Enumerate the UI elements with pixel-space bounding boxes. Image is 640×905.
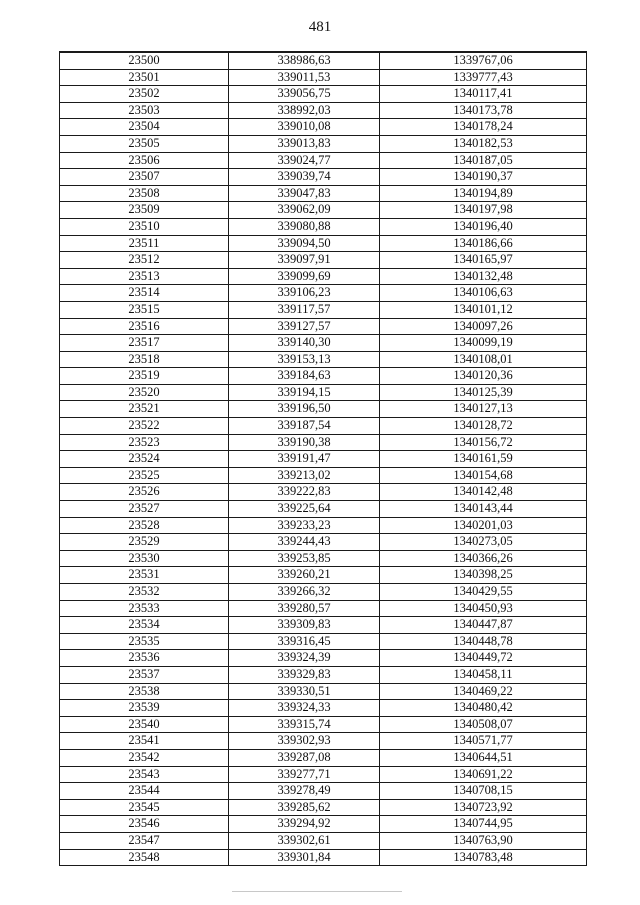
- point-number-cell: 23503: [60, 102, 229, 119]
- point-number-cell: 23517: [60, 335, 229, 352]
- point-number-cell: 23537: [60, 666, 229, 683]
- table-row: [60, 252, 587, 269]
- point-number-cell: 23527: [60, 501, 229, 518]
- x-coordinate-cell: 339190,38: [229, 434, 380, 451]
- point-number-cell: 23535: [60, 633, 229, 650]
- x-coordinate-cell: 339266,32: [229, 584, 380, 601]
- table-row: [60, 202, 587, 219]
- point-number-cell: 23531: [60, 567, 229, 584]
- table-row: [60, 766, 587, 783]
- y-coordinate-cell: 1340744,95: [380, 816, 587, 833]
- y-coordinate-cell: 1340708,15: [380, 783, 587, 800]
- point-number-cell: 23545: [60, 799, 229, 816]
- x-coordinate-cell: 339106,23: [229, 285, 380, 302]
- x-coordinate-cell: 339253,85: [229, 550, 380, 567]
- point-number-cell: 23540: [60, 716, 229, 733]
- table-row: [60, 567, 587, 584]
- table-row: [60, 451, 587, 468]
- table-row: [60, 484, 587, 501]
- point-number-cell: 23544: [60, 783, 229, 800]
- table-row: [60, 235, 587, 252]
- point-number-cell: 23505: [60, 135, 229, 152]
- y-coordinate-cell: 1340097,26: [380, 318, 587, 335]
- table-row: [60, 169, 587, 186]
- y-coordinate-cell: 1340178,24: [380, 119, 587, 136]
- x-coordinate-cell: 338986,63: [229, 52, 380, 69]
- y-coordinate-cell: 1339767,06: [380, 52, 587, 69]
- y-coordinate-cell: 1340190,37: [380, 169, 587, 186]
- table-row: [60, 368, 587, 385]
- x-coordinate-cell: 339080,88: [229, 218, 380, 235]
- table-row: [60, 600, 587, 617]
- y-coordinate-cell: 1340763,90: [380, 832, 587, 849]
- y-coordinate-cell: 1340723,92: [380, 799, 587, 816]
- x-coordinate-cell: 339056,75: [229, 86, 380, 103]
- point-number-cell: 23519: [60, 368, 229, 385]
- point-number-cell: 23526: [60, 484, 229, 501]
- x-coordinate-cell: 339153,13: [229, 351, 380, 368]
- y-coordinate-cell: 1340571,77: [380, 733, 587, 750]
- point-number-cell: 23529: [60, 534, 229, 551]
- y-coordinate-cell: 1340120,36: [380, 368, 587, 385]
- table-row: [60, 633, 587, 650]
- x-coordinate-cell: 339324,33: [229, 700, 380, 717]
- point-number-cell: 23548: [60, 849, 229, 866]
- y-coordinate-cell: 1340448,78: [380, 633, 587, 650]
- point-number-cell: 23522: [60, 418, 229, 435]
- point-number-cell: 23533: [60, 600, 229, 617]
- x-coordinate-cell: 339301,84: [229, 849, 380, 866]
- point-number-cell: 23543: [60, 766, 229, 783]
- y-coordinate-cell: 1340429,55: [380, 584, 587, 601]
- x-coordinate-cell: 339094,50: [229, 235, 380, 252]
- table-row: [60, 318, 587, 335]
- x-coordinate-cell: 339097,91: [229, 252, 380, 269]
- x-coordinate-cell: 339244,43: [229, 534, 380, 551]
- y-coordinate-cell: 1339777,43: [380, 69, 587, 86]
- y-coordinate-cell: 1340106,63: [380, 285, 587, 302]
- y-coordinate-cell: 1340449,72: [380, 650, 587, 667]
- point-number-cell: 23502: [60, 86, 229, 103]
- y-coordinate-cell: 1340458,11: [380, 666, 587, 683]
- table-row: [60, 52, 587, 69]
- coordinates-table-container: [59, 51, 587, 866]
- table-row: [60, 69, 587, 86]
- point-number-cell: 23509: [60, 202, 229, 219]
- point-number-cell: 23521: [60, 401, 229, 418]
- x-coordinate-cell: 339099,69: [229, 268, 380, 285]
- scan-artifact-line: [232, 891, 402, 892]
- y-coordinate-cell: 1340691,22: [380, 766, 587, 783]
- x-coordinate-cell: 339062,09: [229, 202, 380, 219]
- point-number-cell: 23513: [60, 268, 229, 285]
- table-row: [60, 517, 587, 534]
- y-coordinate-cell: 1340125,39: [380, 384, 587, 401]
- y-coordinate-cell: 1340154,68: [380, 467, 587, 484]
- x-coordinate-cell: 339047,83: [229, 185, 380, 202]
- table-row: [60, 401, 587, 418]
- x-coordinate-cell: 339010,08: [229, 119, 380, 136]
- x-coordinate-cell: 339285,62: [229, 799, 380, 816]
- x-coordinate-cell: 339277,71: [229, 766, 380, 783]
- table-row: [60, 584, 587, 601]
- point-number-cell: 23541: [60, 733, 229, 750]
- x-coordinate-cell: 338992,03: [229, 102, 380, 119]
- point-number-cell: 23514: [60, 285, 229, 302]
- table-row: [60, 467, 587, 484]
- y-coordinate-cell: 1340187,05: [380, 152, 587, 169]
- table-row: [60, 152, 587, 169]
- point-number-cell: 23547: [60, 832, 229, 849]
- x-coordinate-cell: 339233,23: [229, 517, 380, 534]
- y-coordinate-cell: 1340132,48: [380, 268, 587, 285]
- table-row: [60, 534, 587, 551]
- point-number-cell: 23538: [60, 683, 229, 700]
- table-row: [60, 102, 587, 119]
- y-coordinate-cell: 1340182,53: [380, 135, 587, 152]
- y-coordinate-cell: 1340165,97: [380, 252, 587, 269]
- x-coordinate-cell: 339294,92: [229, 816, 380, 833]
- table-row: [60, 501, 587, 518]
- point-number-cell: 23504: [60, 119, 229, 136]
- y-coordinate-cell: 1340196,40: [380, 218, 587, 235]
- table-row: [60, 650, 587, 667]
- x-coordinate-cell: 339127,57: [229, 318, 380, 335]
- y-coordinate-cell: 1340186,66: [380, 235, 587, 252]
- table-row: [60, 733, 587, 750]
- point-number-cell: 23515: [60, 301, 229, 318]
- y-coordinate-cell: 1340099,19: [380, 335, 587, 352]
- x-coordinate-cell: 339013,83: [229, 135, 380, 152]
- point-number-cell: 23508: [60, 185, 229, 202]
- y-coordinate-cell: 1340508,07: [380, 716, 587, 733]
- table-row: [60, 185, 587, 202]
- point-number-cell: 23524: [60, 451, 229, 468]
- point-number-cell: 23507: [60, 169, 229, 186]
- x-coordinate-cell: 339222,83: [229, 484, 380, 501]
- table-row: [60, 86, 587, 103]
- y-coordinate-cell: 1340128,72: [380, 418, 587, 435]
- table-row: [60, 119, 587, 136]
- table-row: [60, 617, 587, 634]
- table-row: [60, 849, 587, 866]
- y-coordinate-cell: 1340127,13: [380, 401, 587, 418]
- point-number-cell: 23539: [60, 700, 229, 717]
- point-number-cell: 23516: [60, 318, 229, 335]
- table-row: [60, 335, 587, 352]
- y-coordinate-cell: 1340201,03: [380, 517, 587, 534]
- point-number-cell: 23506: [60, 152, 229, 169]
- x-coordinate-cell: 339117,57: [229, 301, 380, 318]
- table-row: [60, 301, 587, 318]
- table-row: [60, 749, 587, 766]
- table-row: [60, 418, 587, 435]
- x-coordinate-cell: 339225,64: [229, 501, 380, 518]
- point-number-cell: 23542: [60, 749, 229, 766]
- y-coordinate-cell: 1340480,42: [380, 700, 587, 717]
- y-coordinate-cell: 1340447,87: [380, 617, 587, 634]
- y-coordinate-cell: 1340156,72: [380, 434, 587, 451]
- point-number-cell: 23500: [60, 52, 229, 69]
- table-row: [60, 384, 587, 401]
- table-row: [60, 799, 587, 816]
- y-coordinate-cell: 1340173,78: [380, 102, 587, 119]
- page-number: 481: [308, 19, 332, 35]
- point-number-cell: 23546: [60, 816, 229, 833]
- x-coordinate-cell: 339302,93: [229, 733, 380, 750]
- coordinates-table-body: [60, 52, 587, 866]
- point-number-cell: 23534: [60, 617, 229, 634]
- y-coordinate-cell: 1340101,12: [380, 301, 587, 318]
- point-number-cell: 23532: [60, 584, 229, 601]
- point-number-cell: 23528: [60, 517, 229, 534]
- x-coordinate-cell: 339330,51: [229, 683, 380, 700]
- table-row: [60, 135, 587, 152]
- table-row: [60, 351, 587, 368]
- y-coordinate-cell: 1340398,25: [380, 567, 587, 584]
- y-coordinate-cell: 1340142,48: [380, 484, 587, 501]
- x-coordinate-cell: 339329,83: [229, 666, 380, 683]
- table-row: [60, 434, 587, 451]
- y-coordinate-cell: 1340197,98: [380, 202, 587, 219]
- point-number-cell: 23530: [60, 550, 229, 567]
- table-row: [60, 268, 587, 285]
- table-row: [60, 666, 587, 683]
- y-coordinate-cell: 1340783,48: [380, 849, 587, 866]
- y-coordinate-cell: 1340273,05: [380, 534, 587, 551]
- x-coordinate-cell: 339287,08: [229, 749, 380, 766]
- x-coordinate-cell: 339316,45: [229, 633, 380, 650]
- table-row: [60, 783, 587, 800]
- table-row: [60, 550, 587, 567]
- x-coordinate-cell: 339324,39: [229, 650, 380, 667]
- x-coordinate-cell: 339011,53: [229, 69, 380, 86]
- x-coordinate-cell: 339184,63: [229, 368, 380, 385]
- table-row: [60, 716, 587, 733]
- table-row: [60, 816, 587, 833]
- point-number-cell: 23536: [60, 650, 229, 667]
- x-coordinate-cell: 339140,30: [229, 335, 380, 352]
- x-coordinate-cell: 339260,21: [229, 567, 380, 584]
- point-number-cell: 23518: [60, 351, 229, 368]
- point-number-cell: 23510: [60, 218, 229, 235]
- y-coordinate-cell: 1340117,41: [380, 86, 587, 103]
- point-number-cell: 23501: [60, 69, 229, 86]
- table-row: [60, 683, 587, 700]
- x-coordinate-cell: 339191,47: [229, 451, 380, 468]
- table-row: [60, 700, 587, 717]
- x-coordinate-cell: 339024,77: [229, 152, 380, 169]
- y-coordinate-cell: 1340108,01: [380, 351, 587, 368]
- x-coordinate-cell: 339280,57: [229, 600, 380, 617]
- y-coordinate-cell: 1340161,59: [380, 451, 587, 468]
- y-coordinate-cell: 1340143,44: [380, 501, 587, 518]
- y-coordinate-cell: 1340469,22: [380, 683, 587, 700]
- x-coordinate-cell: 339187,54: [229, 418, 380, 435]
- point-number-cell: 23523: [60, 434, 229, 451]
- x-coordinate-cell: 339315,74: [229, 716, 380, 733]
- point-number-cell: 23512: [60, 252, 229, 269]
- table-row: [60, 832, 587, 849]
- table-row: [60, 285, 587, 302]
- x-coordinate-cell: 339194,15: [229, 384, 380, 401]
- x-coordinate-cell: 339213,02: [229, 467, 380, 484]
- y-coordinate-cell: 1340450,93: [380, 600, 587, 617]
- coordinates-table: [59, 51, 587, 866]
- y-coordinate-cell: 1340644,51: [380, 749, 587, 766]
- point-number-cell: 23520: [60, 384, 229, 401]
- x-coordinate-cell: 339278,49: [229, 783, 380, 800]
- y-coordinate-cell: 1340194,89: [380, 185, 587, 202]
- x-coordinate-cell: 339302,61: [229, 832, 380, 849]
- x-coordinate-cell: 339039,74: [229, 169, 380, 186]
- point-number-cell: 23511: [60, 235, 229, 252]
- point-number-cell: 23525: [60, 467, 229, 484]
- x-coordinate-cell: 339309,83: [229, 617, 380, 634]
- x-coordinate-cell: 339196,50: [229, 401, 380, 418]
- table-row: [60, 218, 587, 235]
- y-coordinate-cell: 1340366,26: [380, 550, 587, 567]
